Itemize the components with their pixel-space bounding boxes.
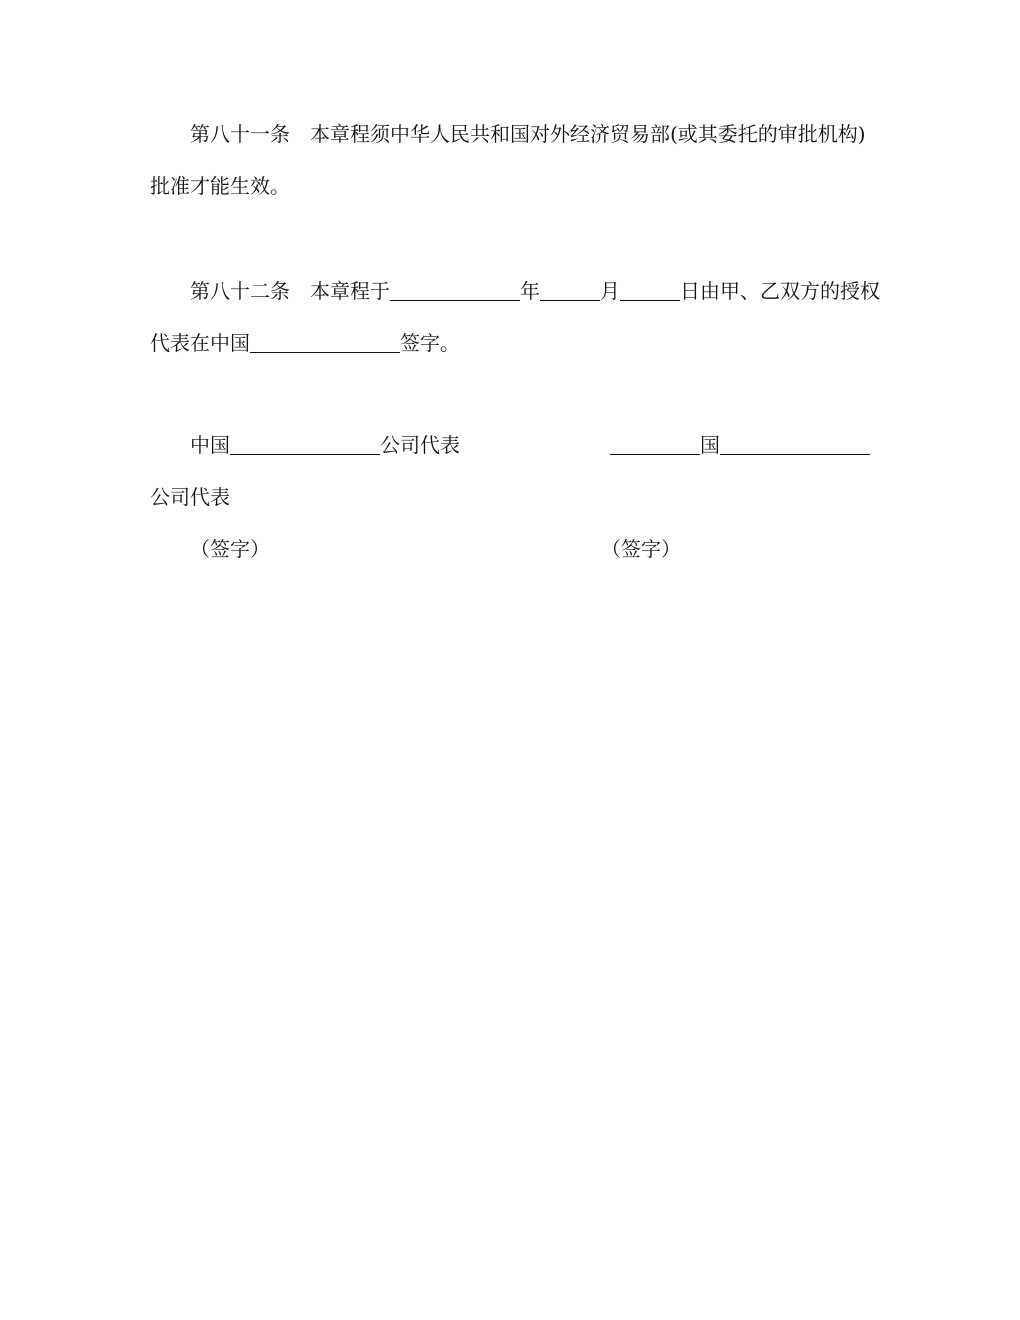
article-82-text-place: 代表在中国 <box>150 331 250 355</box>
article-82-line-2 <box>150 331 460 355</box>
left-company-suffix: 公司代表 <box>380 433 460 457</box>
article-81-line-1 <box>190 122 866 146</box>
article-81-line-2 <box>150 174 290 198</box>
right-signature-label: （签字） <box>601 537 681 561</box>
article-81-text: 本章程须中华人民共和国对外经济贸易部(或其委托的审批机构) <box>310 122 866 146</box>
right-company-line <box>610 433 870 457</box>
left-company-blank[interactable] <box>230 434 380 455</box>
article-82-text-end: 签字。 <box>400 331 460 355</box>
left-company-prefix: 中国 <box>190 433 230 457</box>
article-81-label: 第八十一条 <box>190 122 290 146</box>
left-signature-line <box>190 537 270 561</box>
right-country-blank[interactable] <box>610 434 700 455</box>
day-blank[interactable] <box>620 280 680 301</box>
article-81-text-continued: 批准才能生效。 <box>150 174 290 198</box>
left-company-line <box>190 433 460 457</box>
article-82-label: 第八十二条 <box>190 279 290 303</box>
place-blank[interactable] <box>250 332 400 353</box>
article-82-line-1 <box>190 279 880 303</box>
article-82-text-mid: 日由甲、乙双方的授权 <box>680 279 880 303</box>
month-label: 月 <box>600 279 620 303</box>
right-signature-line <box>601 537 681 561</box>
article-82-text-start: 本章程于 <box>310 279 390 303</box>
year-blank[interactable] <box>390 280 520 301</box>
left-signature-label: （签字） <box>190 537 270 561</box>
right-company-blank[interactable] <box>720 434 870 455</box>
right-company-representative: 公司代表 <box>150 485 230 509</box>
right-company-representative-line <box>150 485 230 509</box>
year-label: 年 <box>520 279 540 303</box>
month-blank[interactable] <box>540 280 600 301</box>
right-country-label: 国 <box>700 433 720 457</box>
